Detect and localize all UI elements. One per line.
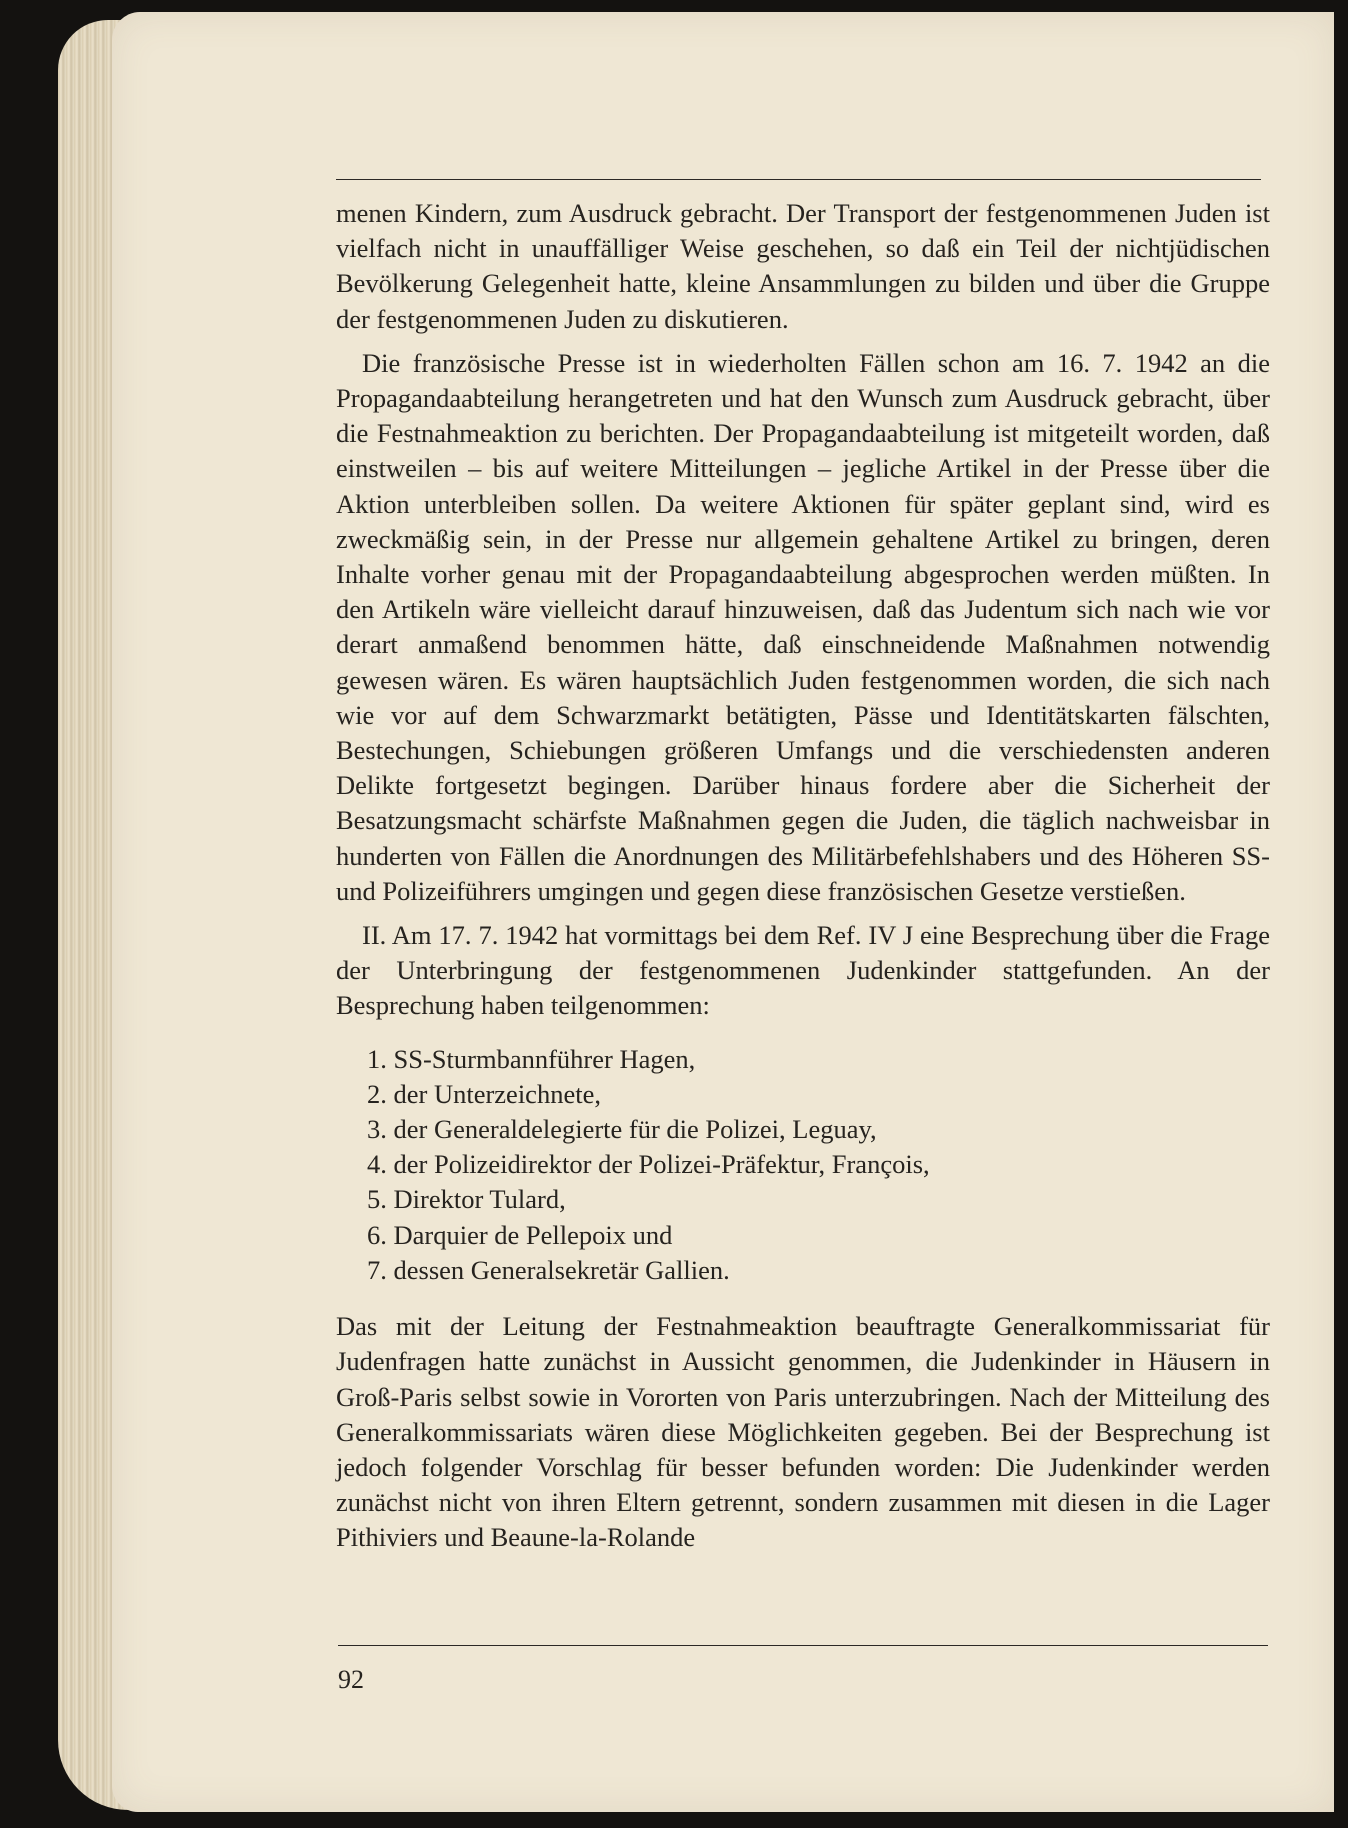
page-body	[336, 196, 1270, 1565]
paragraph-meeting: II. Am 17. 7. 1942 hat vormittags bei dem Ref. IV J eine Besprechung über die Frage der Unterbringung der festgenommenen Judenkinder stattgefunden. An der Besprechung haben teilgenommen:	[336, 920, 1270, 1021]
list-item: 2. der Unterzeichnete,	[367, 1078, 601, 1109]
participants-list	[336, 1042, 1270, 1288]
paragraph-press: Die französische Presse ist in wiederholten Fällen schon am 16. 7. 1942 an die Propagandaabteilung herangetreten und hat den Wunsch zum Ausdruck gebracht, über die Festnahmeaktion zu berichten. Der Propagandaabteilung ist mitgeteilt worden, daß einstweilen – bis auf weitere Mitteilungen – jegliche Artikel in der Presse über die Aktion unterbleiben sollen. Da weitere Aktionen für später geplant sind, wird es zweckmäßig sein, in der Presse nur allgemein gehaltene Artikel zu bringen, deren Inhalte vorher genau mit der Propagandaabteilung abgesprochen werden müßten. In den Artikeln wäre vielleicht darauf hinzuweisen, daß das Judentum sich nach wie vor derart anmaßend benommen hätte, daß einschneidende Maßnahmen notwendig gewesen wären. Es wären hauptsächlich Juden festgenommen worden, die sich nach wie vor auf dem Schwarzmarkt betätigten, Pässe und Identitätskarten fälschten, Bestechungen, Schiebungen größeren Umfangs und die verschiedensten anderen Delikte fortgesetzt begingen. Darüber hinaus fordere aber die Sicherheit der Besatzungsmacht schärfste Maßnahmen gegen die Juden, die täglich nachweisbar in hunderten von Fällen die Anordnungen des Militärbefehlshabers und des Höheren SS- und Polizeiführers umgingen und gegen diese französischen Gesetze verstießen.	[336, 347, 1270, 906]
list-item: 7. dessen Generalsekretär Gallien.	[367, 1254, 730, 1285]
paragraph-continuation: menen Kindern, zum Ausdruck gebracht. Der Transport der festgenommenen Juden ist vielfach nicht in unauffälliger Weise geschehen, so daß ein Teil der nichtjüdischen Bevölkerung Gelegenheit hatte, kleine Ansammlungen zu bilden und über die Gruppe der festgenommenen Juden zu diskutieren.	[336, 198, 1270, 334]
list-item: 1. SS-Sturmbannführer Hagen,	[367, 1043, 696, 1074]
list-item: 3. der Generaldelegierte für die Polizei, Leguay,	[367, 1114, 877, 1145]
top-rule	[336, 179, 1261, 180]
list-item: 4. der Polizeidirektor der Polizei-Präfektur, François,	[367, 1149, 930, 1180]
list-item: 6. Darquier de Pellepoix und	[367, 1219, 673, 1250]
paragraph-closing: Das mit der Leitung der Festnahmeaktion beauftragte Generalkommissariat für Judenfragen hatte zunächst in Aussicht genommen, die Judenkinder in Häusern in Groß-Paris selbst sowie in Vororten von Paris unterzubringen. Nach der Mitteilung des Generalkommissariats wären diese Möglichkeiten gegeben. Bei der Besprechung ist jedoch folgender Vorschlag für besser befunden worden: Die Judenkinder werden zunächst nicht von ihren Eltern getrennt, sondern zusammen mit diesen in die Lager Pithiviers und Beaune-la-Rolande	[336, 1311, 1270, 1553]
bottom-rule	[338, 1645, 1268, 1646]
page-number: 92	[338, 1665, 364, 1694]
list-item: 5. Direktor Tulard,	[367, 1184, 566, 1215]
